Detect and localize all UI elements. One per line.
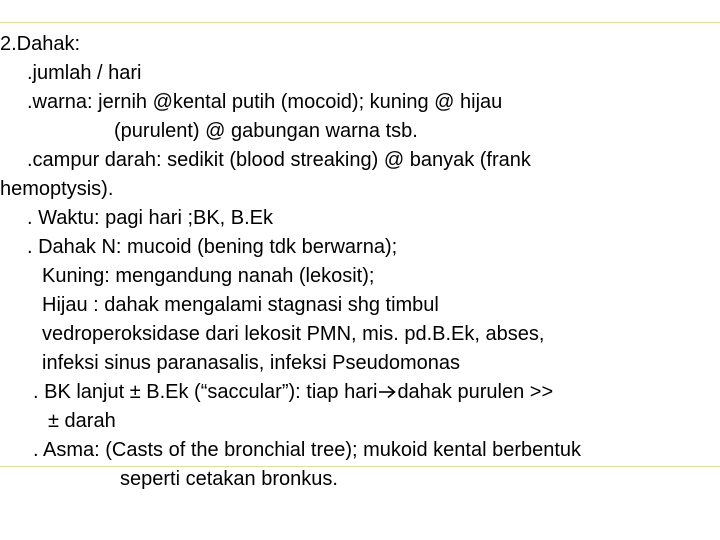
- line-campur-darah: .campur darah: sedikit (blood streaking) @ banyak (frank: [27, 149, 531, 171]
- right-arrow-icon: [378, 385, 396, 399]
- line-asma: . Asma: (Casts of the bronchial tree); mukoid kental berbentuk: [33, 439, 582, 461]
- line-darah: ± darah: [48, 410, 116, 432]
- line-jumlah: .jumlah / hari: [27, 62, 142, 84]
- line-hijau-cont-2: infeksi sinus paranasalis, infeksi Pseudomonas: [42, 352, 460, 374]
- bottom-rule: [0, 466, 720, 467]
- bk-lanjut-text: . BK lanjut ± B.Ek (“saccular”): tiap hari: [33, 381, 378, 403]
- line-campur-darah-cont: hemoptysis).: [0, 178, 114, 200]
- line-dahak-normal: . Dahak N: mucoid (bening tdk berwarna);: [27, 236, 398, 258]
- line-waktu: . Waktu: pagi hari ;BK, B.Ek: [27, 207, 274, 229]
- line-bk-lanjut: [33, 378, 553, 406]
- line-kuning: Kuning: mengandung nanah (lekosit);: [42, 265, 375, 287]
- line-warna-cont: (purulent) @ gabungan warna tsb.: [114, 120, 418, 142]
- line-hijau-cont-1: vedroperoksidase dari lekosit PMN, mis. pd.B.Ek, abses,: [42, 323, 545, 345]
- heading-dahak: 2.Dahak:: [0, 33, 81, 55]
- bk-lanjut-result: dahak purulen >>: [397, 381, 554, 403]
- line-hijau: Hijau : dahak mengalami stagnasi shg timbul: [42, 294, 439, 316]
- line-warna: .warna: jernih @kental putih (mocoid); kuning @ hijau: [27, 91, 503, 113]
- top-rule: [0, 22, 720, 23]
- line-asma-cont: seperti cetakan bronkus.: [120, 468, 338, 490]
